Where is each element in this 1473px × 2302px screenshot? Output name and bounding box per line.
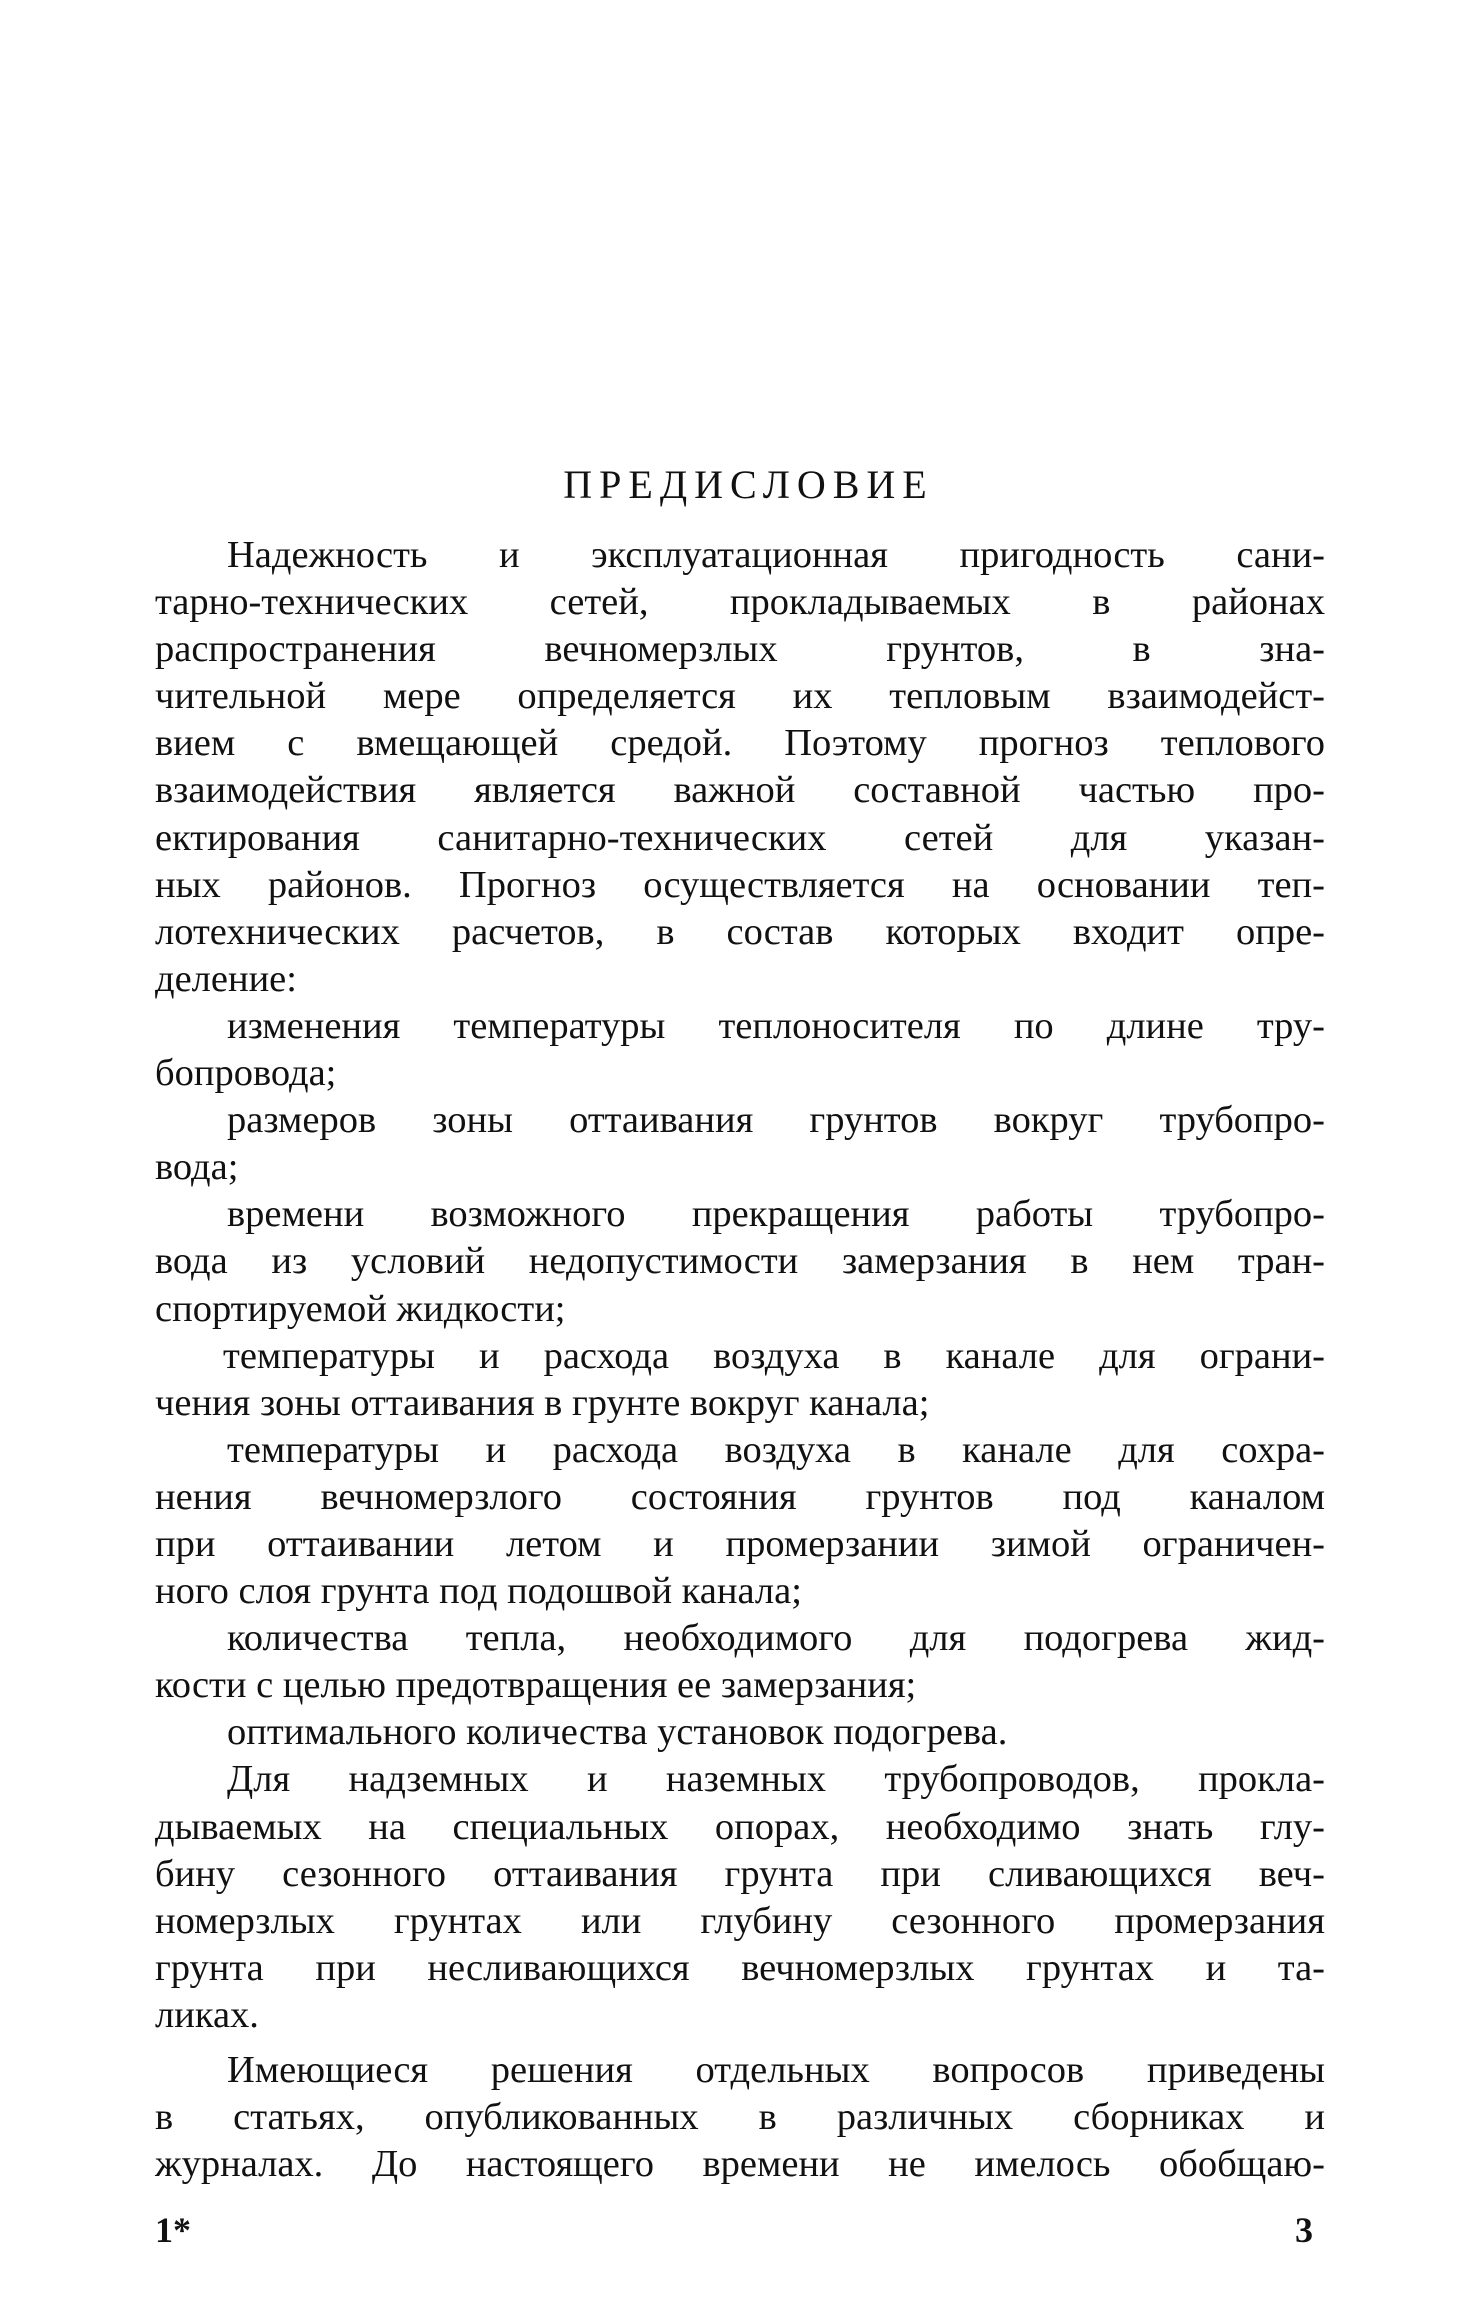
body-text <box>155 532 1325 2188</box>
list-item-line: кости с целью предотвращения ее замерзания; <box>155 1664 917 1707</box>
list-item-line: времени возможного прекращения работы трубопро- <box>227 1193 1325 1236</box>
page-title: ПРЕДИСЛОВИЕ <box>563 462 934 507</box>
text-line: Надежность и эксплуатационная пригодность сани- <box>227 534 1325 576</box>
text-line: Имеющиеся решения отдельных вопросов приведены <box>227 2049 1325 2091</box>
text-line: грунта при несливающихся вечномерзлых грунтах и та- <box>155 1946 1325 1989</box>
list-item-line: спортируемой жидкости; <box>155 1287 566 1330</box>
text-line: распространения вечномерзлых грунтов, в зна- <box>155 628 1325 671</box>
text-line: дываемых на специальных опорах, необходимо знать глу- <box>155 1805 1325 1848</box>
signature-mark: 1* <box>155 2210 191 2250</box>
list-item-line: температуры и расхода воздуха в канале для ограни- <box>223 1334 1325 1377</box>
text-line: ектирования санитарно-технических сетей для указан- <box>155 816 1325 859</box>
text-line: деление: <box>155 957 297 1000</box>
paragraph-gap <box>155 2039 1325 2047</box>
text-line: Для надземных и наземных трубопроводов, прокла- <box>227 1758 1325 1801</box>
text-line: взаимодействия является важной составной частью про- <box>155 769 1325 812</box>
list-item-line: чения зоны оттаивания в грунте вокруг канала; <box>155 1381 930 1424</box>
list-item-line: вода; <box>155 1146 239 1189</box>
text-line: тарно-технических сетей, прокладываемых в районах <box>155 581 1325 624</box>
text-line: чительной мере определяется их тепловым взаимодейст- <box>155 675 1325 718</box>
list-item-line: оптимального количества установок подогрева. <box>227 1711 1008 1754</box>
list-item-line: температуры и расхода воздуха в канале для сохра- <box>227 1428 1325 1471</box>
list-item-line: бопровода; <box>155 1052 337 1095</box>
text-line: журналах. До настоящего времени не имелось обобщаю- <box>155 2143 1325 2186</box>
list-item-line: нения вечномерзлого состояния грунтов под каналом <box>155 1475 1325 1518</box>
list-item-line: размеров зоны оттаивания грунтов вокруг трубопро- <box>227 1099 1325 1142</box>
text-line: бину сезонного оттаивания грунта при сливающихся веч- <box>155 1852 1325 1895</box>
text-line: ных районов. Прогноз осуществляется на основании теп- <box>155 863 1325 906</box>
text-line: ликах. <box>155 1993 259 2036</box>
text-line: вием с вмещающей средой. Поэтому прогноз теплового <box>155 722 1325 765</box>
list-item-line: количества тепла, необходимого для подогрева жид- <box>227 1617 1325 1660</box>
page-number: 3 <box>1295 2210 1313 2250</box>
text-line: лотехнических расчетов, в состав которых входит опре- <box>155 910 1325 953</box>
list-item-line: ного слоя грунта под подошвой канала; <box>155 1570 802 1613</box>
text-line: номерзлых грунтах или глубину сезонного промерзания <box>155 1899 1325 1942</box>
list-item-line: изменения температуры теплоносителя по длине тру- <box>227 1004 1325 1047</box>
list-item-line: вода из условий недопустимости замерзания в нем тран- <box>155 1240 1325 1283</box>
text-line: в статьях, опубликованных в различных сборниках и <box>155 2096 1325 2139</box>
list-item-line: при оттаивании летом и промерзании зимой ограничен- <box>155 1522 1325 1565</box>
